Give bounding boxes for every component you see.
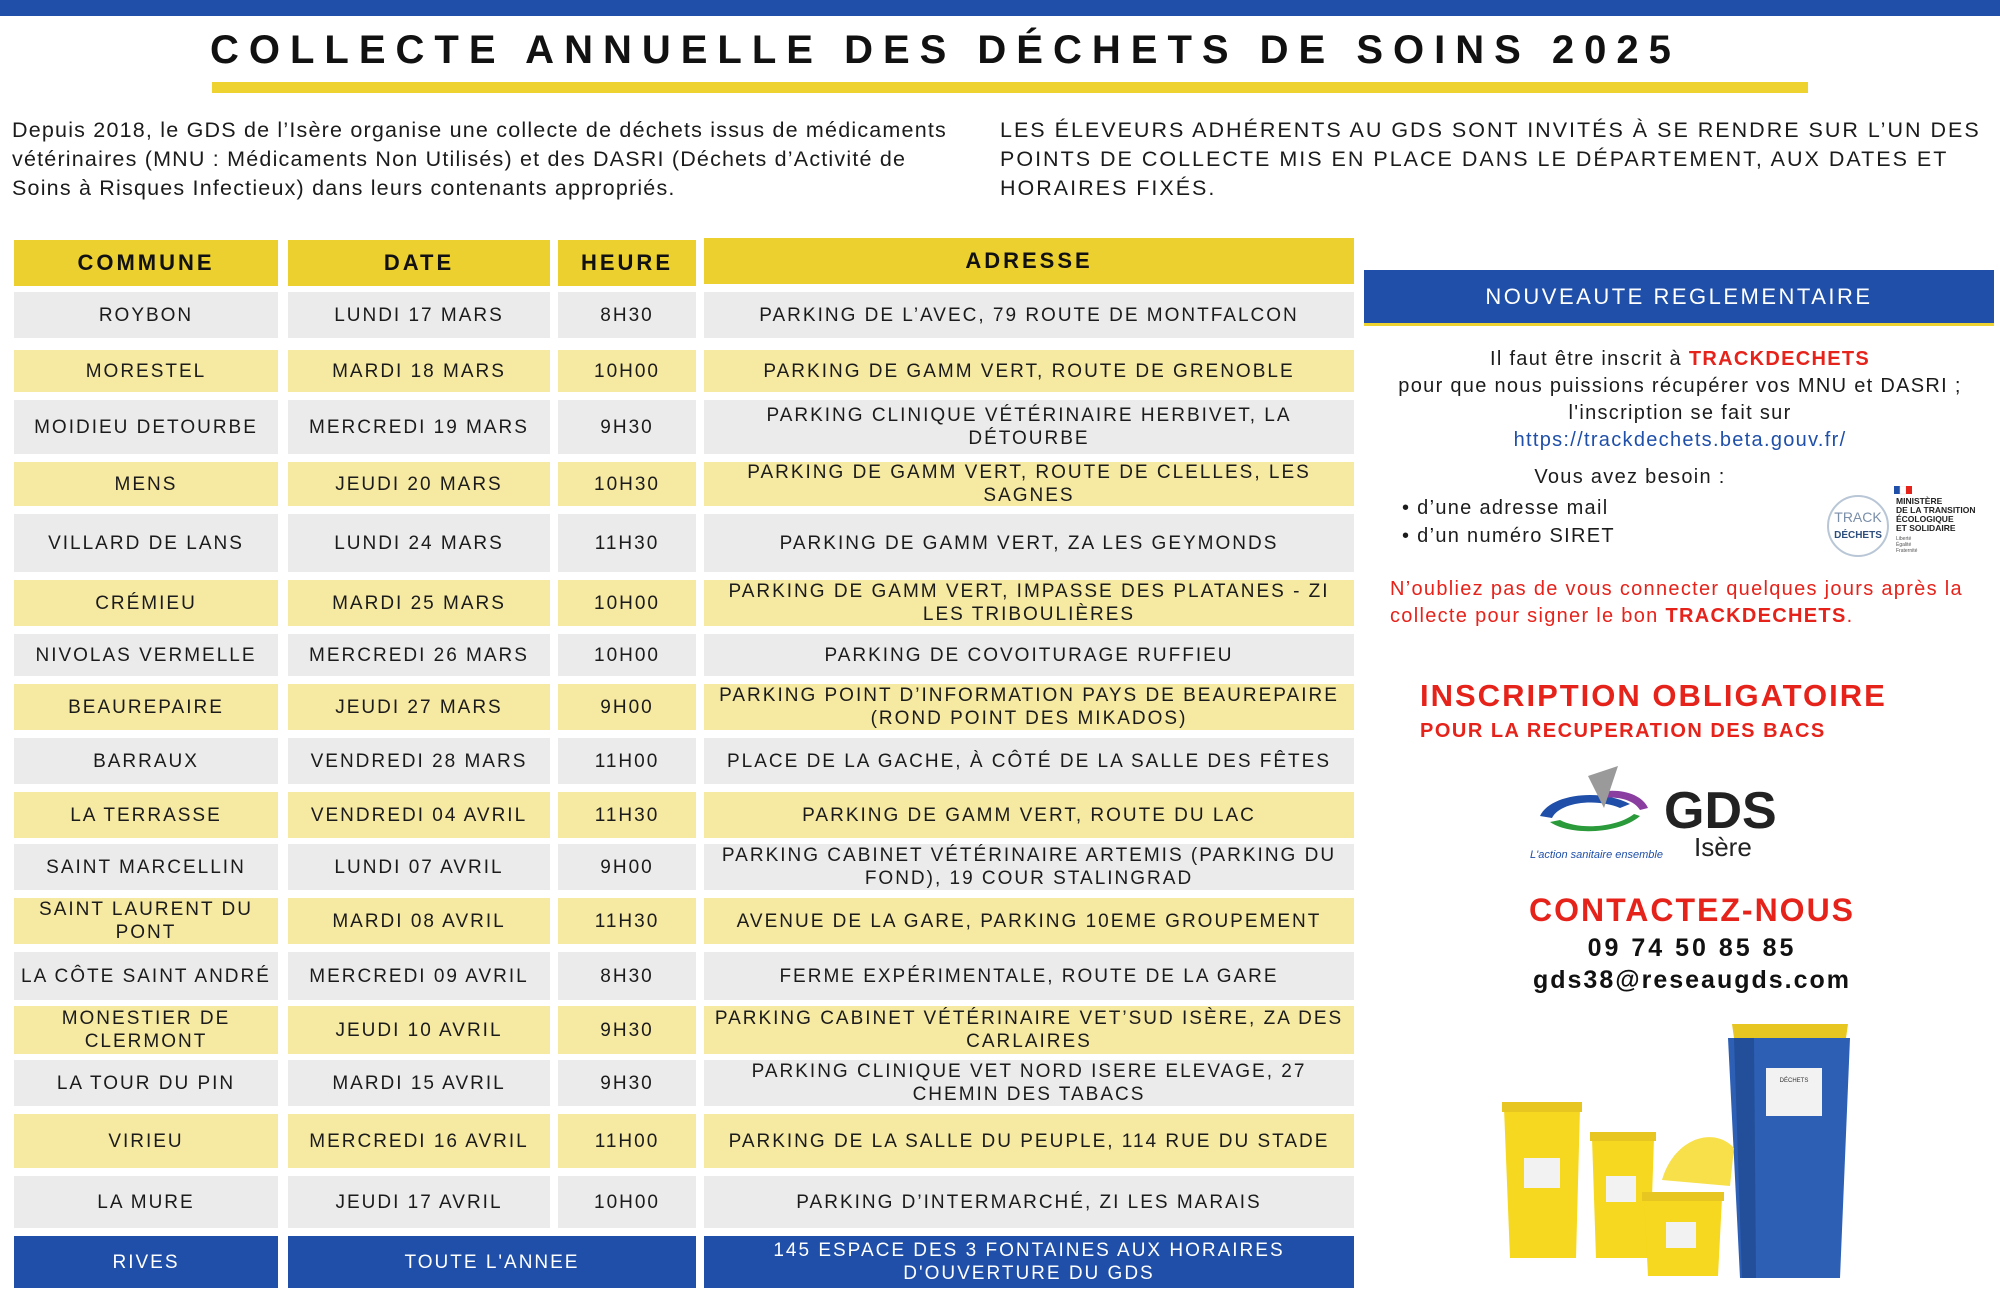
regulation-text [1380, 346, 1980, 454]
date-cell: MERCREDI 09 AVRIL [288, 952, 550, 1000]
time-cell: 9H00 [558, 844, 696, 890]
svg-text:MINISTÈRE: MINISTÈRE [1896, 496, 1943, 506]
commune-cell: BARRAUX [14, 738, 278, 784]
date-cell: MERCREDI 19 MARS [288, 400, 550, 454]
address-cell: PARKING DE GAMM VERT, ZA LES GEYMONDS [704, 514, 1354, 572]
svg-text:Fraternité: Fraternité [1896, 548, 1918, 554]
time-cell: 9H30 [558, 1060, 696, 1106]
commune-cell: RIVES [14, 1236, 278, 1288]
address-cell: PARKING DE GAMM VERT, ROUTE DE GRENOBLE [704, 350, 1354, 392]
top-blue-bar [0, 0, 2000, 16]
commune-cell: SAINT MARCELLIN [14, 844, 278, 890]
svg-text:L'action sanitaire ensemble: L'action sanitaire ensemble [1530, 849, 1663, 861]
commune-cell: MOIDIEU DETOURBE [14, 400, 278, 454]
commune-cell: VIRIEU [14, 1114, 278, 1168]
address-cell: PARKING DE GAMM VERT, ROUTE DE CLELLES, LES SAGNES [704, 462, 1354, 506]
address-cell: PLACE DE LA GACHE, À CÔTÉ DE LA SALLE DES FÊTES [704, 738, 1354, 784]
address-cell: PARKING CLINIQUE VÉTÉRINAIRE HERBIVET, LA DÉTOURBE [704, 400, 1354, 454]
mandatory-registration-sub: POUR LA RECUPERATION DES BACS [1420, 720, 1826, 742]
date-cell: MARDI 15 AVRIL [288, 1060, 550, 1106]
commune-cell: MENS [14, 462, 278, 506]
svg-text:DÉCHETS: DÉCHETS [1834, 530, 1882, 541]
commune-cell: BEAUREPAIRE [14, 684, 278, 730]
mandatory-registration: INSCRIPTION OBLIGATOIRE [1420, 678, 1887, 713]
regulation-text-2: pour que nous puissions récupérer vos MNU et DASRI ; l'inscription se fait sur [1398, 375, 1962, 424]
title-underline [212, 82, 1808, 93]
waste-bins-illustration [1494, 1008, 1860, 1288]
commune-cell: LA TOUR DU PIN [14, 1060, 278, 1106]
time-cell: 9H30 [558, 1006, 696, 1054]
svg-text:Isère: Isère [1694, 832, 1752, 862]
time-cell: 8H30 [558, 292, 696, 338]
commune-cell: LA TERRASSE [14, 792, 278, 838]
commune-cell: LA MURE [14, 1176, 278, 1228]
trackdechets-highlight: TRACKDECHETS [1688, 348, 1871, 370]
commune-cell: NIVOLAS VERMELLE [14, 634, 278, 676]
time-cell: 10H00 [558, 634, 696, 676]
address-cell: 145 ESPACE DES 3 FONTAINES AUX HORAIRES D'OUVERTURE DU GDS [704, 1236, 1354, 1288]
address-cell: PARKING DE GAMM VERT, ROUTE DU LAC [704, 792, 1354, 838]
trackdechets-link[interactable]: https://trackdechets.beta.gouv.fr/ [1513, 429, 1847, 451]
needs-title: Vous avez besoin : [1534, 466, 1726, 488]
needs-item: • d’un numéro SIRET [1402, 525, 1615, 547]
date-cell: MERCREDI 16 AVRIL [288, 1114, 550, 1168]
address-cell: PARKING DE LA SALLE DU PEUPLE, 114 RUE DU STADE [704, 1114, 1354, 1168]
contact-email[interactable]: gds38@reseaugds.com [1532, 966, 1852, 994]
time-cell: 11H00 [558, 738, 696, 784]
date-cell: JEUDI 17 AVRIL [288, 1176, 550, 1228]
commune-cell: MORESTEL [14, 350, 278, 392]
regulation-heading: NOUVEAUTE REGLEMENTAIRE [1364, 270, 1994, 326]
commune-cell: CRÉMIEU [14, 580, 278, 626]
address-cell: PARKING CABINET VÉTÉRINAIRE VET’SUD ISÈRE, ZA DES CARLAIRES [704, 1006, 1354, 1054]
address-cell: PARKING DE L’AVEC, 79 ROUTE DE MONTFALCON [704, 292, 1354, 338]
date-cell: TOUTE L'ANNEE [288, 1236, 696, 1288]
contact-heading: CONTACTEZ-NOUS [1528, 892, 1856, 928]
date-cell: LUNDI 17 MARS [288, 292, 550, 338]
time-cell: 11H30 [558, 514, 696, 572]
time-cell: 9H30 [558, 400, 696, 454]
page-title: COLLECTE ANNUELLE DES DÉCHETS DE SOINS 2025 [210, 28, 1681, 72]
regulation-text-1: Il faut être inscrit à [1489, 348, 1689, 370]
contact-phone[interactable]: 09 74 50 85 85 [1587, 934, 1797, 962]
gds-isere-logo [1530, 764, 1830, 864]
date-cell: MERCREDI 26 MARS [288, 634, 550, 676]
time-cell: 8H30 [558, 952, 696, 1000]
commune-cell: LA CÔTE SAINT ANDRÉ [14, 952, 278, 1000]
intro-text: Depuis 2018, le GDS de l’Isère organise une collecte de déchets issus de médicaments vétérinaires (MNU : Médicaments Non Utilisés) et des DASRI (Déchets d’Activité de Soins à Risques Infectieux) dans leurs contenants appropriés. [12, 118, 947, 200]
svg-text:GDS: GDS [1664, 782, 1777, 840]
date-cell: LUNDI 07 AVRIL [288, 844, 550, 890]
commune-cell: MONESTIER DE CLERMONT [14, 1006, 278, 1054]
date-cell: VENDREDI 04 AVRIL [288, 792, 550, 838]
time-cell: 11H30 [558, 898, 696, 944]
time-cell: 10H00 [558, 580, 696, 626]
time-cell: 9H00 [558, 684, 696, 730]
svg-text:ÉCOLOGIQUE: ÉCOLOGIQUE [1896, 514, 1954, 524]
commune-cell: SAINT LAURENT DU PONT [14, 898, 278, 944]
svg-text:DE LA TRANSITION: DE LA TRANSITION [1896, 505, 1976, 515]
date-cell: VENDREDI 28 MARS [288, 738, 550, 784]
time-cell: 11H00 [558, 1114, 696, 1168]
svg-text:DÉCHETS: DÉCHETS [1779, 1078, 1809, 1084]
address-cell: FERME EXPÉRIMENTALE, ROUTE DE LA GARE [704, 952, 1354, 1000]
address-cell: PARKING DE GAMM VERT, IMPASSE DES PLATANES - ZI LES TRIBOULIÈRES [704, 580, 1354, 626]
date-cell: JEUDI 20 MARS [288, 462, 550, 506]
header-date: DATE [288, 240, 550, 286]
date-cell: JEUDI 27 MARS [288, 684, 550, 730]
svg-text:TRACK: TRACK [1834, 509, 1882, 525]
address-cell: PARKING DE COVOITURAGE RUFFIEU [704, 634, 1354, 676]
header-heure: HEURE [558, 240, 696, 286]
time-cell: 10H00 [558, 350, 696, 392]
address-cell: PARKING POINT D’INFORMATION PAYS DE BEAUREPAIRE (ROND POINT DES MIKADOS) [704, 684, 1354, 730]
address-cell: PARKING CABINET VÉTÉRINAIRE ARTEMIS (PARKING DU FOND), 19 COUR STALINGRAD [704, 844, 1354, 890]
svg-text:ET SOLIDAIRE: ET SOLIDAIRE [1896, 523, 1956, 533]
svg-text:Liberté: Liberté [1896, 536, 1912, 542]
needs-item: • d’une adresse mail [1402, 497, 1609, 519]
date-cell: MARDI 18 MARS [288, 350, 550, 392]
date-cell: MARDI 25 MARS [288, 580, 550, 626]
svg-text:Égalité: Égalité [1896, 542, 1912, 548]
address-cell: AVENUE DE LA GARE, PARKING 10EME GROUPEMENT [704, 898, 1354, 944]
commune-cell: ROYBON [14, 292, 278, 338]
reminder-text: N’oubliez pas de vous connecter quelques jours après la collecte pour signer le bon TRACKDECHETS. [1390, 578, 1963, 627]
header-commune: COMMUNE [14, 240, 278, 286]
commune-cell: VILLARD DE LANS [14, 514, 278, 572]
address-cell: PARKING D’INTERMARCHÉ, ZI LES MARAIS [704, 1176, 1354, 1228]
time-cell: 10H30 [558, 462, 696, 506]
time-cell: 10H00 [558, 1176, 696, 1228]
trackdechets-logo [1812, 486, 1992, 562]
header-adresse: ADRESSE [704, 238, 1354, 284]
date-cell: LUNDI 24 MARS [288, 514, 550, 572]
time-cell: 11H30 [558, 792, 696, 838]
date-cell: MARDI 08 AVRIL [288, 898, 550, 944]
address-cell: PARKING CLINIQUE VET NORD ISERE ELEVAGE, 27 CHEMIN DES TABACS [704, 1060, 1354, 1106]
intro-invitation: LES ÉLEVEURS ADHÉRENTS AU GDS SONT INVITÉS À SE RENDRE SUR L’UN DES POINTS DE COLLECTE MIS EN PLACE DANS LE DÉPARTEMENT, AUX DATES ET HORAIRES FIXÉS. [1000, 118, 1981, 200]
needs-list [1402, 494, 1615, 550]
date-cell: JEUDI 10 AVRIL [288, 1006, 550, 1054]
